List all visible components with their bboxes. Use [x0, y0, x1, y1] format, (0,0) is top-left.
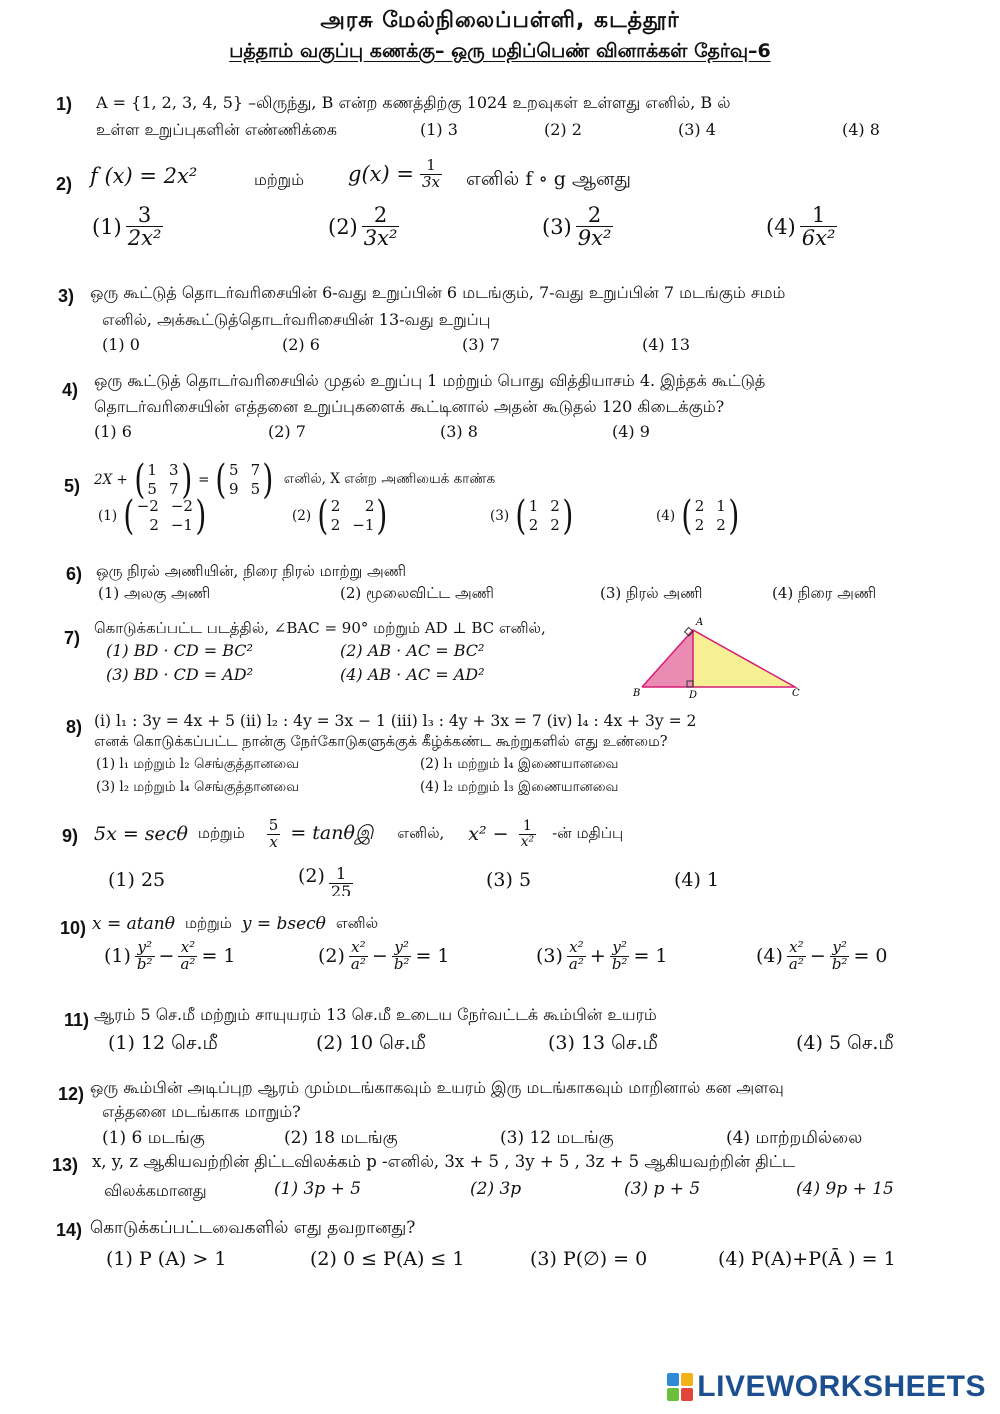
- cell: 2: [550, 497, 560, 516]
- question-number: 11): [64, 1010, 90, 1030]
- q2-opt4-num: 1: [811, 203, 826, 227]
- question-number: 4): [62, 380, 79, 400]
- q2-g-frac: [420, 158, 442, 191]
- question-number: 14): [56, 1220, 83, 1240]
- q9-opt2-num: 1: [336, 863, 347, 883]
- q1-option-2[interactable]: (2) 2: [544, 120, 582, 139]
- q10-b: y = bsecθ: [241, 914, 326, 934]
- q2-option-4[interactable]: [766, 204, 837, 249]
- q2-g-den: 3x: [421, 172, 440, 191]
- q1-option-3[interactable]: (3) 4: [678, 120, 716, 139]
- q7-line1: கொடுக்கப்பட்ட படத்தில், ∠BAC = 90° மற்றும் AD ⊥ BC எனில்,: [94, 619, 546, 637]
- num: x²: [351, 938, 366, 956]
- q6-option-4[interactable]: (4) நிரை அணி: [772, 584, 877, 602]
- left-paren: (: [681, 493, 693, 539]
- q10-option-4[interactable]: [756, 940, 888, 973]
- num: x²: [789, 938, 804, 956]
- q9-frac-num: 5: [268, 816, 279, 834]
- exam-subtitle-text: பத்தாம் வகுப்பு கணக்கு– ஒரு மதிப்பெண் வினாக்கள் தேர்வு–6: [229, 40, 771, 62]
- q2-opt3-frac: [576, 204, 614, 249]
- q9-option-2[interactable]: [298, 856, 353, 896]
- num: x²: [569, 938, 584, 956]
- left-paren: (: [123, 493, 135, 539]
- right-paren: ): [262, 457, 274, 503]
- q8-option-1[interactable]: (1) l₁ மற்றும் l₂ செங்குத்தானவை: [96, 756, 300, 772]
- q8-lines: (i) l₁ : 3y = 4x + 5 (ii) l₂ : 4y = 3x − 1 (iii) l₃ : 4y + 3x = 7 (iv) l₄ : 4x + 3y = 2: [94, 712, 697, 730]
- rhs: = 1: [415, 945, 450, 968]
- q6-option-1[interactable]: (1) அலகு அணி: [98, 584, 211, 602]
- liveworksheets-logo-icon: [667, 1373, 693, 1401]
- grid: [331, 497, 375, 535]
- cell: 7: [168, 480, 179, 498]
- cell: 2: [149, 516, 159, 534]
- cell: −2: [136, 497, 159, 516]
- q3-option-2[interactable]: (2) 6: [282, 335, 320, 354]
- right-paren: ): [562, 493, 574, 539]
- q10-statement: [92, 914, 378, 934]
- frac: [392, 940, 412, 973]
- operator: −: [371, 945, 388, 968]
- q10-option-2[interactable]: [318, 940, 450, 973]
- q2-opt2-num: 2: [373, 203, 388, 227]
- q10-opt2-label: (2): [318, 945, 345, 968]
- q11-option-2[interactable]: (2) 10 செ.மீ: [316, 1032, 426, 1054]
- cell: 1: [528, 497, 539, 516]
- cell: 9: [229, 480, 239, 498]
- cell: 2: [330, 516, 341, 534]
- cell: 2: [550, 516, 560, 534]
- q10-and: மற்றும்: [184, 914, 232, 932]
- q9-option-3[interactable]: (3) 5: [486, 869, 532, 891]
- q3-line1: ஒரு கூட்டுத் தொடர்வரிசையின் 6-வது உறுப்பின் 6 மடங்கும், 7-வது உறுப்பின் 7 மடங்கும் சமம்: [90, 283, 786, 302]
- right-paren: ): [728, 493, 740, 539]
- q4-option-4[interactable]: (4) 9: [612, 422, 650, 441]
- q13-option-2[interactable]: (2) 3p: [470, 1179, 522, 1199]
- cell: 2: [364, 497, 375, 516]
- q2-opt3-den: 9x²: [577, 226, 612, 251]
- right-paren: ): [195, 493, 207, 539]
- right-paren: ): [180, 457, 192, 503]
- cell: 2: [716, 516, 726, 534]
- q14-option-2[interactable]: (2) 0 ≤ P(A) ≤ 1: [310, 1248, 465, 1270]
- q9-expr-den: x²: [520, 833, 535, 850]
- question-number: 7): [64, 628, 81, 648]
- q11-option-4[interactable]: (4) 5 செ.மீ: [796, 1032, 894, 1054]
- q14-option-1[interactable]: (1) P (A) > 1: [106, 1248, 227, 1270]
- label-a: A: [696, 617, 704, 628]
- q5-opt1-label: (1): [98, 508, 118, 524]
- q12-option-3[interactable]: (3) 12 மடங்கு: [500, 1128, 614, 1148]
- q4-line2: தொடர்வரிசையின் எத்தனை உறுப்புகளைக் கூட்டினால் அதன் கூடுதல் 120 கிடைக்கும்?: [94, 397, 725, 416]
- exam-subtitle: [0, 40, 1000, 65]
- q9-tail-pre: எனில்,: [397, 824, 445, 843]
- question-number: 1): [56, 94, 73, 114]
- left-paren: (: [215, 457, 227, 503]
- question-number: 13): [52, 1155, 79, 1175]
- q2-g-pre: g(x) =: [348, 162, 414, 187]
- question-number: 2): [56, 174, 73, 194]
- question-number: 12): [58, 1084, 85, 1104]
- q10-opt1-label: (1): [104, 945, 131, 968]
- q2-option-2[interactable]: [328, 204, 399, 249]
- q5-matrix-1: [132, 457, 194, 503]
- frac: [178, 940, 197, 973]
- frac: [135, 940, 155, 973]
- q9-opt2-frac: [329, 863, 353, 896]
- cell: 5: [250, 480, 261, 498]
- q12-option-2[interactable]: (2) 18 மடங்கு: [284, 1128, 398, 1148]
- cell: 2: [528, 516, 539, 534]
- question-number: 10): [60, 918, 87, 938]
- q4-option-2[interactable]: (2) 7: [268, 422, 306, 441]
- q2-opt3-label: (3): [542, 214, 572, 239]
- q11-option-1[interactable]: (1) 12 செ.மீ: [108, 1032, 218, 1054]
- grid: [137, 497, 193, 535]
- q8-option-4[interactable]: (4) l₂ மற்றும் l₃ இணையானவை: [420, 779, 619, 795]
- q13-line1: x, y, z ஆகியவற்றின் திட்டவிலக்கம் p -எனில், 3x + 5 , 3y + 5 , 3z + 5 ஆகியவற்றின் திட்ட: [92, 1152, 796, 1171]
- right-triangle-figure: [630, 612, 810, 702]
- q2-opt2-label: (2): [328, 214, 358, 239]
- q5-eq: =: [198, 472, 210, 488]
- q10-option-1[interactable]: [104, 940, 236, 973]
- q5-opt1-matrix: [121, 493, 208, 539]
- q10-tail: எனில்: [335, 914, 379, 932]
- cell: 1: [147, 461, 157, 480]
- q1-option-4[interactable]: (4) 8: [842, 120, 880, 139]
- q5-opt2-label: (2): [292, 508, 312, 524]
- q7-option-1[interactable]: (1) BD · CD = BC²: [106, 641, 253, 660]
- den: a²: [788, 954, 804, 973]
- q9-opt2-label: (2): [298, 865, 325, 887]
- q2-opt1-frac: [126, 204, 164, 249]
- grid: [695, 497, 726, 535]
- logo-square: [667, 1388, 679, 1401]
- cell: 7: [250, 461, 261, 480]
- left-paren: (: [317, 493, 329, 539]
- operator: −: [158, 945, 175, 968]
- logo-square: [681, 1388, 693, 1401]
- q12-option-1[interactable]: (1) 6 மடங்கு: [102, 1128, 205, 1148]
- q2-opt1-den: 2x²: [127, 226, 162, 251]
- q5-opt4-matrix: [679, 493, 741, 539]
- q1-option-1[interactable]: (1) 3: [420, 120, 458, 139]
- cell: 5: [229, 461, 239, 480]
- q10-option-3[interactable]: [536, 940, 668, 973]
- q2-tail: எனில் f ∘ g ஆனது: [466, 168, 631, 190]
- question-number: 8): [66, 717, 83, 737]
- frac: [787, 940, 806, 973]
- left-paren: (: [515, 493, 527, 539]
- cell: 3: [168, 461, 179, 480]
- question-number: 6): [66, 564, 83, 584]
- num: y²: [612, 938, 627, 956]
- rhs: = 1: [633, 945, 668, 968]
- q3-option-3[interactable]: (3) 7: [462, 335, 500, 354]
- q5-m1-grid: [147, 461, 178, 499]
- den: b²: [831, 954, 848, 973]
- cell: 2: [694, 516, 705, 534]
- question-number: 3): [58, 286, 75, 306]
- q2-option-1[interactable]: [92, 204, 163, 249]
- q5-matrix-2: [213, 457, 275, 503]
- q11-line1: ஆரம் 5 செ.மீ மற்றும் சாயுயரம் 13 செ.மீ உடைய நேர்வட்டக் கூம்பின் உயரம்: [94, 1005, 657, 1024]
- q9-option-1[interactable]: (1) 25: [108, 869, 166, 891]
- den: a²: [568, 954, 584, 973]
- den: a²: [350, 954, 366, 973]
- operator: −: [809, 945, 826, 968]
- den: b²: [611, 954, 628, 973]
- frac: [349, 940, 368, 973]
- q12-line2: எத்தனை மடங்காக மாறும்?: [102, 1102, 301, 1121]
- q5-opt4-label: (4): [656, 508, 676, 524]
- q2-option-3[interactable]: [542, 204, 613, 249]
- liveworksheets-brand: LIVEWORKSHEETS: [697, 1370, 986, 1403]
- q2-opt2-frac: [362, 204, 400, 249]
- q2-and: மற்றும்: [254, 170, 305, 189]
- q5-m2-grid: [229, 461, 260, 499]
- q9-tail: -ன் மதிப்பு: [552, 824, 624, 843]
- q5-option-4[interactable]: [656, 493, 741, 539]
- den: b²: [393, 954, 410, 973]
- q5-equation: [94, 457, 496, 503]
- question-number: 5): [64, 476, 81, 496]
- q8-option-3[interactable]: (3) l₂ மற்றும் l₄ செங்குத்தானவை: [96, 779, 300, 795]
- q4-line1: ஒரு கூட்டுத் தொடர்வரிசையில் முதல் உறுப்பு 1 மற்றும் பொது வித்தியாசம் 4. இந்தக் கூட்டுத்: [94, 371, 766, 390]
- q9-frac: [267, 818, 281, 851]
- q8-option-2[interactable]: (2) l₁ மற்றும் l₄ இணையானவை: [420, 756, 619, 772]
- q9-expr-pre: x² −: [468, 823, 509, 846]
- cell: −2: [170, 497, 193, 516]
- q2-opt1-label: (1): [92, 214, 122, 239]
- q11-option-3[interactable]: (3) 13 செ.மீ: [548, 1032, 658, 1054]
- num: y²: [832, 938, 847, 956]
- q2-opt2-den: 3x²: [363, 226, 398, 251]
- q13-line2: விலக்கமானது: [104, 1181, 207, 1200]
- q14-option-4[interactable]: (4) P(A)+P(Ā ) = 1: [718, 1248, 896, 1270]
- q2-opt3-num: 2: [587, 203, 602, 227]
- school-title: அரசு மேல்நிலைப்பள்ளி, கடத்தூர்: [320, 8, 680, 33]
- logo-square: [681, 1373, 693, 1386]
- q10-opt4-label: (4): [756, 945, 783, 968]
- q9-expr-frac: [519, 819, 537, 849]
- label-b: B: [633, 688, 641, 699]
- frac: [567, 940, 586, 973]
- q5-tail: எனில், X என்ற அணியைக் காண்க: [283, 471, 496, 487]
- q9-a: 5x = secθ: [94, 823, 188, 846]
- q4-option-1[interactable]: (1) 6: [94, 422, 132, 441]
- q5-pre: 2X +: [94, 472, 128, 488]
- cell: −1: [170, 516, 193, 534]
- q6-line1: ஒரு நிரல் அணியின், நிரை நிரல் மாற்று அணி: [96, 562, 407, 580]
- q2-opt4-label: (4): [766, 214, 796, 239]
- den: a²: [180, 954, 196, 973]
- q14-option-3[interactable]: (3) P(∅) = 0: [530, 1248, 648, 1270]
- left-paren: (: [134, 457, 146, 503]
- cell: 2: [330, 497, 341, 516]
- den: b²: [136, 954, 153, 973]
- grid: [529, 497, 560, 535]
- q12-line1: ஒரு கூம்பின் அடிப்புற ஆரம் மும்மடங்காகவும் உயரம் இரு மடங்காகவும் மாறினால் கன அளவு: [90, 1078, 784, 1097]
- q6-option-3[interactable]: (3) நிரல் அணி: [600, 584, 703, 602]
- cell: 2: [694, 497, 705, 516]
- q3-option-4[interactable]: (4) 13: [642, 335, 691, 354]
- q2-f-def: f (x) = 2x²: [90, 164, 198, 188]
- label-c: C: [792, 688, 800, 699]
- q2-opt4-den: 6x²: [801, 226, 836, 251]
- q9-and: மற்றும்: [197, 824, 245, 843]
- q9-expr-num: 1: [522, 818, 532, 835]
- q2-g-def: [348, 158, 442, 191]
- right-paren: ): [376, 493, 388, 539]
- operator: +: [589, 945, 606, 968]
- q5-opt3-label: (3): [490, 508, 510, 524]
- q5-option-3[interactable]: [490, 493, 575, 539]
- q8-line2: எனக் கொடுக்கப்பட்ட நான்கு நேர்கோடுகளுக்குக் கீழ்க்கண்ட கூற்றுகளில் எது உண்மை?: [94, 734, 668, 750]
- cell: −1: [352, 516, 375, 534]
- q4-option-3[interactable]: (3) 8: [440, 422, 478, 441]
- q1-line2: உள்ள உறுப்புகளின் எண்ணிக்கை: [96, 120, 337, 139]
- q9-option-4[interactable]: (4) 1: [674, 869, 720, 891]
- q10-a: x = atanθ: [92, 914, 175, 934]
- liveworksheets-logo[interactable]: [667, 1370, 986, 1404]
- q2-opt1-num: 3: [137, 203, 152, 227]
- cell: 5: [147, 480, 157, 498]
- cell: 1: [716, 497, 726, 516]
- q7-option-4[interactable]: (4) AB · AC = AD²: [340, 665, 485, 684]
- q2-opt4-frac: [800, 204, 838, 249]
- q2-g-num: 1: [426, 156, 436, 174]
- q6-option-2[interactable]: (2) மூலைவிட்ட அணி: [340, 584, 494, 602]
- q14-line1: கொடுக்கப்பட்டவைகளில் எது தவறானது?: [90, 1218, 416, 1238]
- q5-opt2-matrix: [315, 493, 390, 539]
- frac: [610, 940, 630, 973]
- num: y²: [394, 938, 409, 956]
- q13-option-3[interactable]: (3) p + 5: [624, 1179, 701, 1199]
- num: y²: [137, 938, 152, 956]
- q12-option-4[interactable]: (4) மாற்றமில்லை: [726, 1128, 863, 1148]
- rhs: = 0: [853, 945, 888, 968]
- logo-square: [667, 1373, 679, 1386]
- q9-opt2-den: 25: [329, 883, 353, 897]
- q1-line1: A = {1, 2, 3, 4, 5} –லிருந்து, B என்ற கணத்திற்கு 1024 உறவுகள் உள்ளது எனில், B ல்: [96, 93, 731, 112]
- q9-b: = tanθஇ: [290, 821, 374, 844]
- label-d: D: [689, 690, 698, 701]
- q5-opt3-matrix: [513, 493, 575, 539]
- frac: [830, 940, 850, 973]
- q7-option-2[interactable]: (2) AB · AC = BC²: [340, 641, 485, 660]
- q13-option-4[interactable]: (4) 9p + 15: [796, 1179, 894, 1199]
- q9-statement: [94, 818, 623, 851]
- q13-option-1[interactable]: (1) 3p + 5: [274, 1179, 362, 1199]
- num: x²: [180, 938, 196, 956]
- q10-opt3-label: (3): [536, 945, 563, 968]
- q3-line2: எனில், அக்கூட்டுத்தொடர்வரிசையின் 13-வது உறுப்பு: [102, 310, 491, 329]
- rhs: = 1: [201, 945, 236, 968]
- q3-option-1[interactable]: (1) 0: [102, 335, 140, 354]
- q5-option-1[interactable]: [98, 493, 209, 539]
- q7-option-3[interactable]: (3) BD · CD = AD²: [106, 665, 254, 684]
- question-number: 9): [62, 826, 79, 846]
- q5-option-2[interactable]: [292, 493, 390, 539]
- q9-frac-den: x: [269, 832, 278, 851]
